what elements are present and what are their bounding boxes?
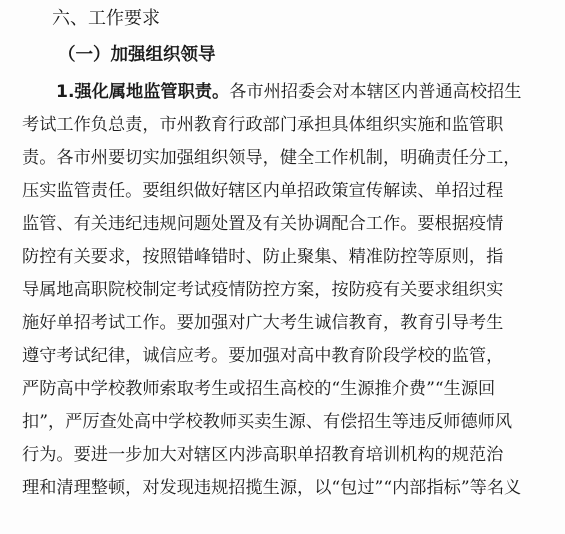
paragraph-line: 施好单招考试工作。要加强对广大考生诚信教育，教育引导考生 [22,313,504,333]
paragraph-line: 严防高中学校教师索取考生或招生高校的“生源推介费”“生源回 [22,379,496,399]
section-heading: 六、工作要求 [52,8,160,29]
paragraph-lead: 1.强化属地监管职责。 [56,82,230,102]
paragraph-line: 各市州招委会对本辖区内普通高校招生 [229,82,522,102]
paragraph-line: 行为。要进一步加大对辖区内涉高职单招教育培训机构的规范治 [22,445,504,465]
paragraph-line-first [22,76,550,109]
paragraph-line: 责。各市州要切实加强组织领导，健全工作机制，明确责任分工， [22,148,521,168]
paragraph-line: 导属地高职院校制定考试疫情防控方案，按防疫有关要求组织实 [22,280,504,300]
paragraph-line: 理和清理整顿，对发现违规招揽生源，以“包过”“内部指标”等名义 [22,478,522,498]
paragraph-line: 扣”，严厉查处高中学校教师买卖生源、有偿招生等违反师德师风 [22,412,513,432]
paragraph-line: 遵守考试纪律，诚信应考。要加强对高中教育阶段学校的监管， [22,346,504,366]
paragraph-line: 考试工作负总责，市州教育行政部门承担具体组织实施和监管职 [22,115,504,135]
body-paragraph [22,76,550,505]
paragraph-line: 防控有关要求，按照错峰错时、防止聚集、精准防控等原则，指 [22,247,504,267]
paragraph-line: 压实监管责任。要组织做好辖区内单招政策宣传解读、单招过程 [22,181,504,201]
paragraph-line: 监管、有关违纪违规问题处置及有关协调配合工作。要根据疫情 [22,214,504,234]
subsection-heading: （一）加强组织领导 [58,45,216,65]
